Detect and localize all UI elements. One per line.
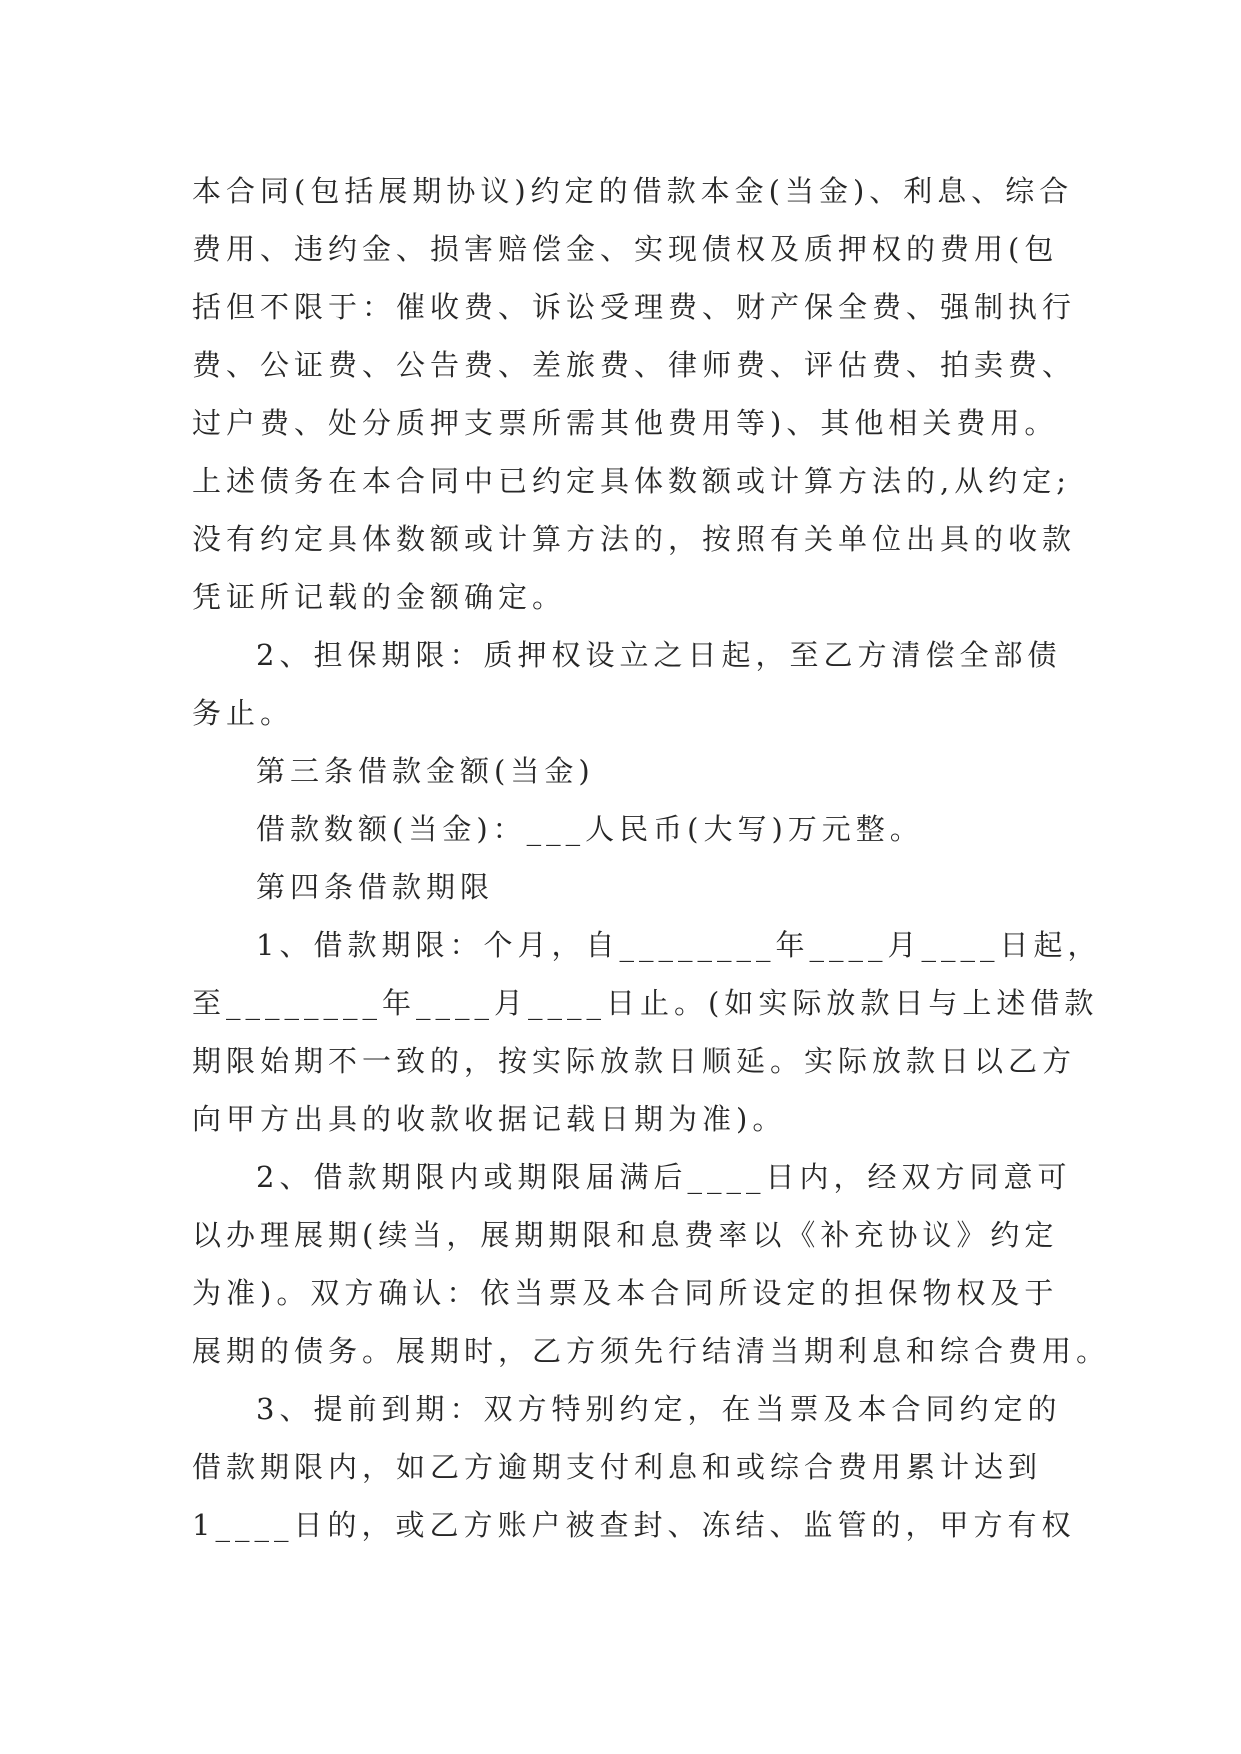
loan-amount-line: 借款数额(当金)：___人民币(大写)万元整。 [256, 812, 924, 846]
paragraph-early-maturity: 3、提前到期：双方特别约定，在当票及本合同约定的 [256, 1392, 1062, 1426]
text-line: 本合同(包括展期协议)约定的借款本金(当金)、利息、综合 [192, 174, 1074, 208]
text-line: 没有约定具体数额或计算方法的，按照有关单位出具的收款 [192, 522, 1077, 556]
text-line: 借款期限内，如乙方逾期支付利息和或综合费用累计达到 [192, 1450, 1043, 1484]
text-line: 费用、违约金、损害赔偿金、实现债权及质押权的费用(包 [192, 232, 1059, 266]
text-line: 过户费、处分质押支票所需其他费用等)、其他相关费用。 [192, 406, 1059, 440]
text-line: 凭证所记载的金额确定。 [192, 580, 567, 614]
text-line: 务止。 [192, 696, 295, 730]
paragraph-guarantee-term: 2、担保期限：质押权设立之日起，至乙方清偿全部债 [256, 638, 1062, 672]
text-line: 费、公证费、公告费、差旅费、律师费、评估费、拍卖费、 [192, 348, 1077, 382]
text-line: 以办理展期(续当，展期期限和息费率以《补充协议》约定 [192, 1218, 1059, 1252]
contract-text [192, 162, 1111, 1554]
text-line: 1____日的，或乙方账户被查封、冻结、监管的，甲方有权 [192, 1508, 1076, 1542]
paragraph-loan-period: 1、借款期限：个月，自________年____月____日起， [256, 928, 1102, 962]
article-heading-4: 第四条借款期限 [256, 870, 495, 904]
text-line: 为准)。双方确认：依当票及本合同所设定的担保物权及于 [192, 1276, 1059, 1310]
text-line: 括但不限于：催收费、诉讼受理费、财产保全费、强制执行 [192, 290, 1077, 324]
text-line: 向甲方出具的收款收据记载日期为准)。 [192, 1102, 787, 1136]
text-line: 上述债务在本合同中已约定具体数额或计算方法的,从约定; [192, 464, 1071, 498]
text-line: 期限始期不一致的，按实际放款日顺延。实际放款日以乙方 [192, 1044, 1077, 1078]
text-line: 展期的债务。展期时，乙方须先行结清当期利息和综合费用。 [192, 1334, 1111, 1368]
paragraph-extension: 2、借款期限内或期限届满后____日内，经双方同意可 [256, 1160, 1072, 1194]
article-heading-3: 第三条借款金额(当金) [256, 754, 595, 788]
text-line: 至________年____月____日止。(如实际放款日与上述借款 [192, 986, 1099, 1020]
